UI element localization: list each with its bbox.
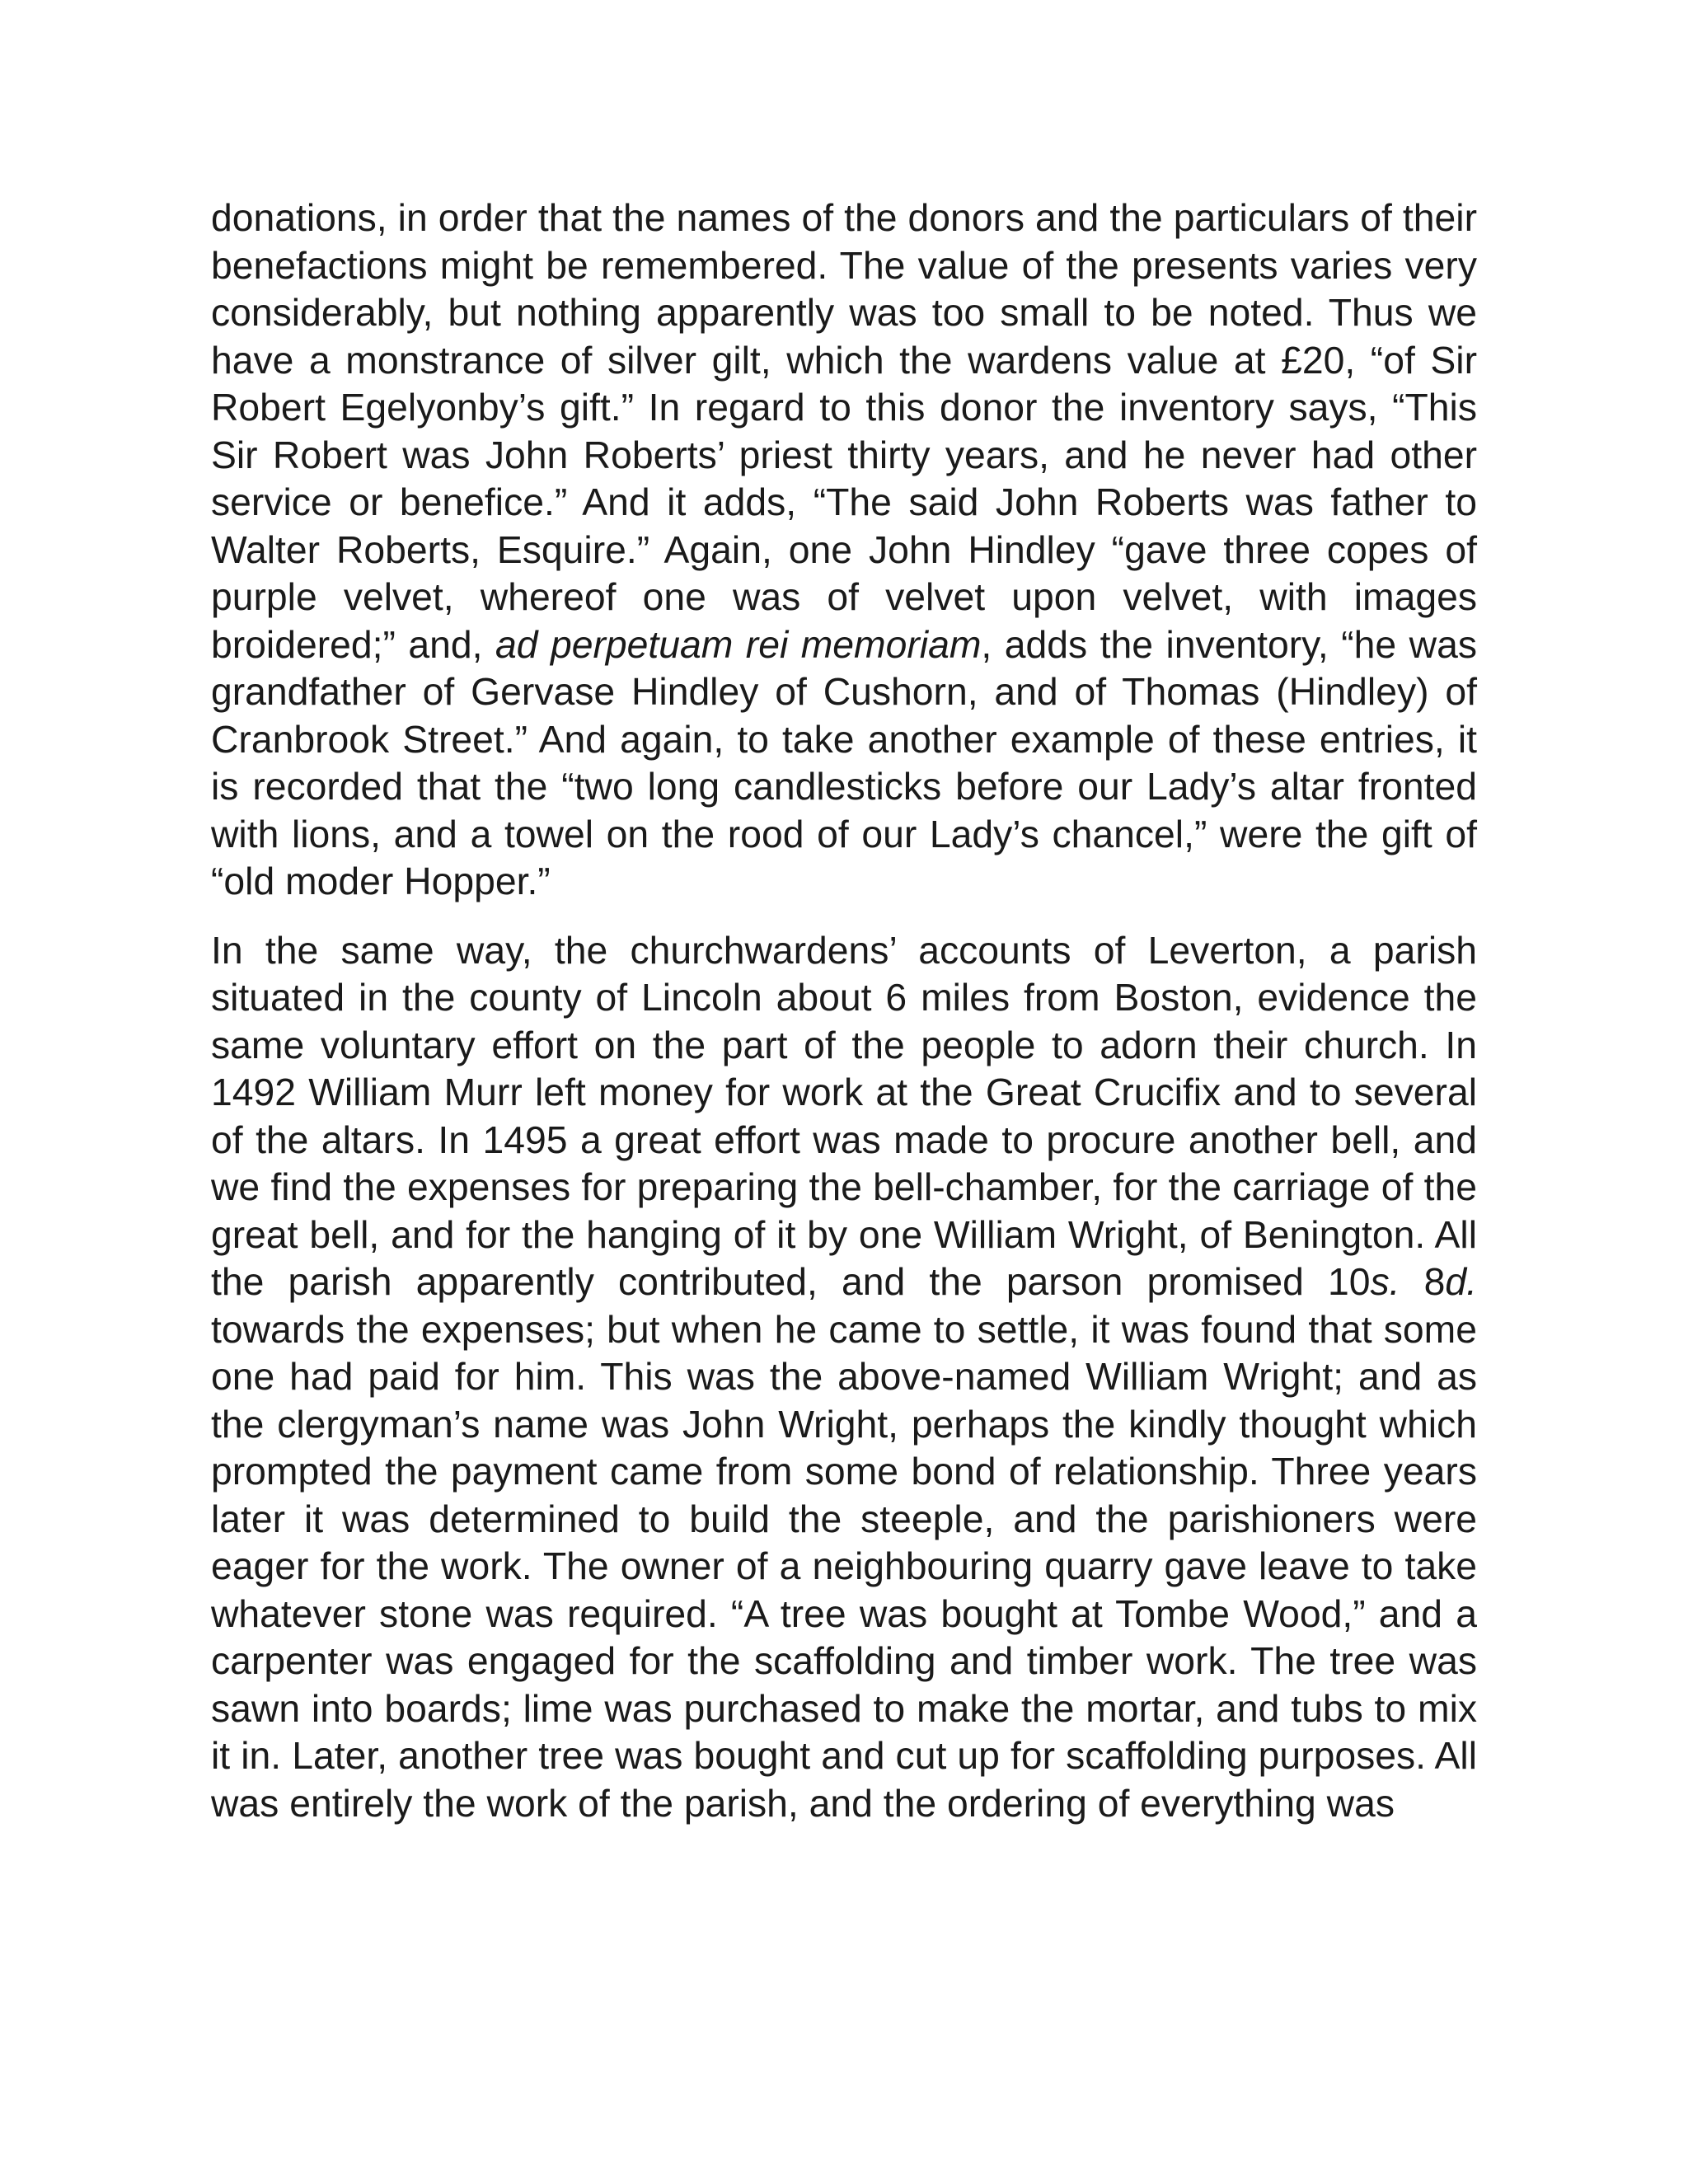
paragraph-text: donations, in order that the names of the donors and the particulars of their benefactions might be remembered. The value of the presents varies very considerably, but nothing apparently was too small to be noted. Thus we have a monstrance of silver gilt, which the wardens value at £20, “of Sir Robert Egelyonby’s gift.” In regard to this donor the inventory says, “This Sir Robert was John Roberts’ priest thirty years, and he never had other service or benefice.” And it adds, “The said John Roberts was father to Walter Roberts, Esquire.” Again, one John Hindley “gave three copes of purple velvet, whereof one was of velvet upon velvet, with images broidered;” and, xyxy=(211,196,1477,666)
paragraph-text: , adds the inventory, “he was grandfather of Gervase Hindley of Cushorn, and of Thomas (Hindley) of Cranbrook Street.” And again, to take another example of these entries, it is recorded that the “two long candlesticks before our Lady’s altar fronted with lions, and a towel on the rood of our Lady’s chancel,” were the gift of “old moder Hopper.” xyxy=(211,622,1477,902)
document-page xyxy=(211,194,1477,1827)
paragraph-1 xyxy=(211,194,1477,906)
pence-abbrev: d. xyxy=(1445,1260,1477,1303)
latin-phrase: ad perpetuam rei memoriam xyxy=(495,622,982,666)
paragraph-text: 8 xyxy=(1400,1260,1446,1303)
shillings-abbrev: s. xyxy=(1370,1260,1400,1303)
paragraph-2 xyxy=(211,927,1477,1828)
paragraph-text: towards the expenses; but when he came to settle, it was found that some one had paid for him. This was the above-named William Wright; and as the clergyman’s name was John Wright, perhaps the kindly thought which prompted the payment came from some bond of relationship. Three years later it was determined to build the steeple, and the parishioners were eager for the work. The owner of a neighbouring quarry gave leave to take whatever stone was required. “A tree was bought at Tombe Wood,” and a carpenter was engaged for the scaffolding and timber work. The tree was sawn into boards; lime was purchased to make the mortar, and tubs to mix it in. Later, another tree was bought and cut up for scaffolding purposes. All was entirely the work of the parish, and the ordering of everything was xyxy=(211,1307,1477,1825)
paragraph-text: In the same way, the churchwardens’ accounts of Leverton, a parish situated in the county of Lincoln about 6 miles from Boston, evidence the same voluntary effort on the part of the people to adorn their church. In 1492 William Murr left money for work at the Great Crucifix and to several of the altars. In 1495 a great effort was made to procure another bell, and we find the expenses for preparing the bell-chamber, for the carriage of the great bell, and for the hanging of it by one William Wright, of Benington. All the parish apparently contributed, and the parson promised 10 xyxy=(211,928,1477,1303)
